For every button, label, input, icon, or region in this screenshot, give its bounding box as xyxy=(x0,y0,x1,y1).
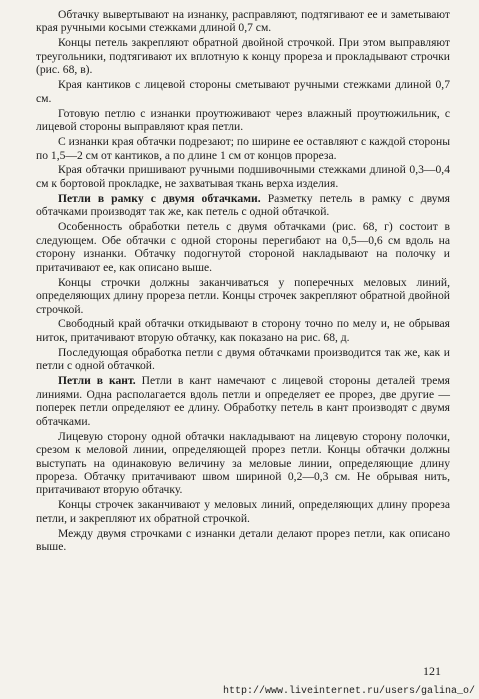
paragraph xyxy=(36,107,450,134)
paragraph-text: Края обтачки пришивают ручными подшивочными стежками длиной 0,3—0,4 см к бортовой прокладке, не захватывая ткань верха изделия. xyxy=(36,163,450,190)
paragraph-text: Обтачку вывертывают на изнанку, расправляют, подтягивают ее и заметывают края ручными косыми стежками длиной 0,7 см. xyxy=(36,8,450,35)
paragraph xyxy=(36,317,450,344)
paragraph xyxy=(36,163,450,190)
paragraph-text: Края кантиков с лицевой стороны сметывают ручными стежками длиной 0,7 см. xyxy=(36,78,450,105)
paragraph xyxy=(36,346,450,373)
paragraph-text: Особенность обработки петель с двумя обтачками (рис. 68, г) состоит в следующем. Обе обтачки с одной стороны перегибают на 0,5—0,6 см вдоль на сторону изнанки. Обтачку подогнутой стороной накладывают на полочку и притачивают ее, как описано выше. xyxy=(36,220,450,274)
footer-url-link[interactable]: http://www.liveinternet.ru/users/galina_o/ xyxy=(222,686,475,697)
paragraph xyxy=(36,8,450,35)
paragraph xyxy=(36,430,450,497)
paragraph xyxy=(36,374,450,428)
paragraph xyxy=(36,192,450,219)
paragraph-text: С изнанки края обтачки подрезают; по ширине ее оставляют с каждой стороны по 1,5—2 см от кантиков, а по длине 1 см от концов прореза. xyxy=(36,135,450,162)
page-number: 121 xyxy=(423,664,441,678)
page-text xyxy=(36,8,450,554)
section-run-in-title: Петли в рамку с двумя обтачками. xyxy=(58,191,261,205)
paragraph xyxy=(36,135,450,162)
paragraph-text: Свободный край обтачки откидывают в сторону точно по мелу и, не обрывая ниток, притачивают вторую обтачку, как показано на рис. 68, д. xyxy=(36,317,450,344)
paragraph xyxy=(36,276,450,316)
paragraph xyxy=(36,36,450,76)
paragraph-text: Между двумя строчками с изнанки детали делают прорез петли, как описано выше. xyxy=(36,526,450,554)
paragraph-text: Лицевую сторону одной обтачки накладывают на лицевую сторону полочки, срезом к меловой линии, определяющей прорез петли. Концы обтачки должны выступать на одинаковую величину за меловые линии, определяющие длину прореза. Обтачку притачивают швом шириной 0,2—0,3 см. Не обрывая нить, притачивают вторую обтачку. xyxy=(36,429,450,497)
paragraph-text: Концы строчек заканчивают у меловых линий, определяющих длину прореза петли, и закрепляют их обратной строчкой. xyxy=(36,498,450,525)
paragraph-text: Последующая обработка петли с двумя обтачками производится так же, как и петли с одной обтачкой. xyxy=(36,345,450,373)
paragraph xyxy=(36,220,450,274)
paragraph-text: Разметку петель в рамку с двумя обтачками производят так же, как петель с одной обтачкой. xyxy=(36,191,450,219)
paragraph xyxy=(36,527,450,554)
paragraph-text: Концы петель закрепляют обратной двойной строчкой. При этом выправляют треугольники, подтягивают их вплотную к концу прореза и прокладывают строчки (рис. 68, в). xyxy=(36,36,450,77)
paragraph-text: Концы строчки должны заканчиваться у поперечных меловых линий, определяющих длину прореза петли. Концы строчек закрепляют обратной двойной строчкой. xyxy=(36,275,450,316)
paragraph-text: Петли в кант намечают с лицевой стороны деталей тремя линиями. Одна располагается вдоль петли и определяет ее прорез, две другие — поперек петли определяют ее длину. Обработку петель в кант производят с двумя обтачками. xyxy=(36,374,451,428)
section-run-in-title: Петли в кант. xyxy=(58,374,136,388)
paragraph xyxy=(36,498,450,525)
paragraph xyxy=(36,78,450,105)
paragraph-text: Готовую петлю с изнанки проутюживают через влажный проутюжильник, с лицевой стороны выправляют края петли. xyxy=(36,106,450,134)
